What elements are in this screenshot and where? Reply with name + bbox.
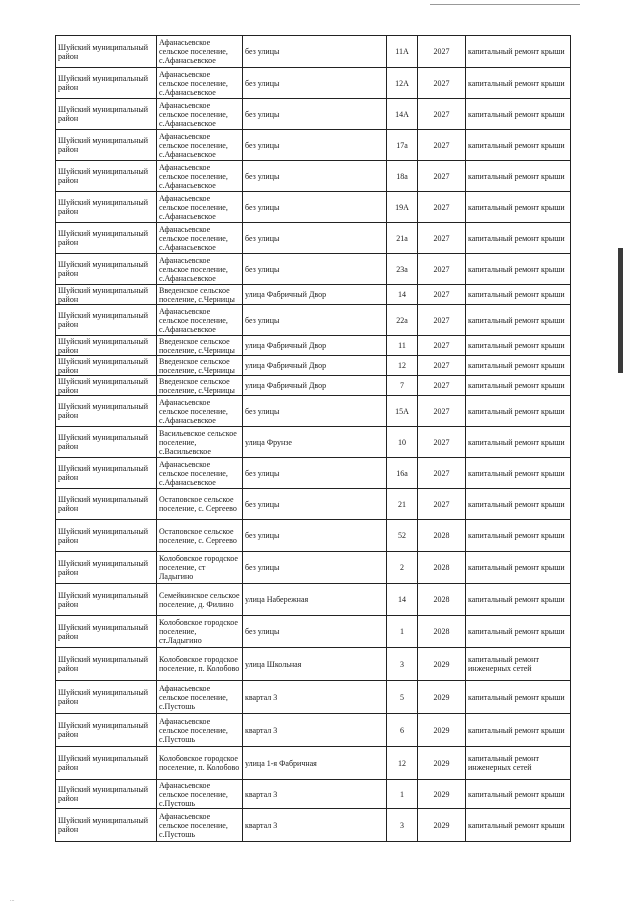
settlement-cell: Введенское сельское поселение, с.Черницы (157, 285, 243, 305)
year-cell: 2027 (418, 36, 466, 68)
street-cell: без улицы (243, 520, 387, 552)
settlement-cell: Афанасьевское сельское поселение, с.Афанасьевское (157, 130, 243, 161)
year-cell: 2027 (418, 427, 466, 458)
settlement-cell: Афанасьевское сельское поселение, с.Афанасьевское (157, 36, 243, 68)
work-type-cell: капитальный ремонт крыши (466, 99, 571, 130)
table-row (56, 223, 571, 254)
year-cell: 2027 (418, 376, 466, 396)
work-type-cell: капитальный ремонт крыши (466, 584, 571, 616)
work-type-cell: капитальный ремонт крыши (466, 192, 571, 223)
table-row (56, 809, 571, 842)
settlement-cell: Афанасьевское сельское поселение, с.Пустошь (157, 780, 243, 809)
house-number-cell: 10 (387, 427, 418, 458)
year-cell: 2028 (418, 552, 466, 584)
year-cell: 2028 (418, 616, 466, 648)
district-cell: Шуйский муниципальный район (56, 780, 157, 809)
settlement-cell: Афанасьевское сельское поселение, с.Пустошь (157, 714, 243, 747)
year-cell: 2028 (418, 584, 466, 616)
repair-schedule-table (55, 35, 571, 842)
settlement-cell: Афанасьевское сельское поселение, с.Афанасьевское (157, 68, 243, 99)
table-row (56, 427, 571, 458)
work-type-cell: капитальный ремонт крыши (466, 356, 571, 376)
house-number-cell: 7 (387, 376, 418, 396)
work-type-cell: капитальный ремонт крыши (466, 223, 571, 254)
year-cell: 2029 (418, 648, 466, 681)
street-cell: без улицы (243, 396, 387, 427)
district-cell: Шуйский муниципальный район (56, 130, 157, 161)
settlement-cell: Введенское сельское поселение, с.Черницы (157, 336, 243, 356)
table-row (56, 714, 571, 747)
district-cell: Шуйский муниципальный район (56, 161, 157, 192)
house-number-cell: 11А (387, 36, 418, 68)
district-cell: Шуйский муниципальный район (56, 648, 157, 681)
settlement-cell: Афанасьевское сельское поселение, с.Пустошь (157, 681, 243, 714)
table-row (56, 36, 571, 68)
settlement-cell: Афанасьевское сельское поселение, с.Афанасьевское (157, 305, 243, 336)
house-number-cell: 6 (387, 714, 418, 747)
year-cell: 2027 (418, 223, 466, 254)
street-cell: без улицы (243, 254, 387, 285)
house-number-cell: 23а (387, 254, 418, 285)
house-number-cell: 16а (387, 458, 418, 489)
district-cell: Шуйский муниципальный район (56, 376, 157, 396)
year-cell: 2027 (418, 305, 466, 336)
settlement-cell: Семейкинское сельское поселение, д. Филино (157, 584, 243, 616)
year-cell: 2029 (418, 780, 466, 809)
district-cell: Шуйский муниципальный район (56, 520, 157, 552)
settlement-cell: Афанасьевское сельское поселение, с.Афанасьевское (157, 223, 243, 254)
house-number-cell: 19А (387, 192, 418, 223)
street-cell: улица Школьная (243, 648, 387, 681)
district-cell: Шуйский муниципальный район (56, 552, 157, 584)
district-cell: Шуйский муниципальный район (56, 584, 157, 616)
house-number-cell: 12 (387, 747, 418, 780)
street-cell: без улицы (243, 489, 387, 520)
street-cell: улица Фабричный Двор (243, 356, 387, 376)
scan-line (430, 4, 580, 5)
district-cell: Шуйский муниципальный район (56, 99, 157, 130)
year-cell: 2027 (418, 356, 466, 376)
house-number-cell: 12 (387, 356, 418, 376)
street-cell: улица Набережная (243, 584, 387, 616)
year-cell: 2029 (418, 747, 466, 780)
table-row (56, 254, 571, 285)
district-cell: Шуйский муниципальный район (56, 616, 157, 648)
work-type-cell: капитальный ремонт крыши (466, 520, 571, 552)
settlement-cell: Афанасьевское сельское поселение, с.Пустошь (157, 809, 243, 842)
table-row (56, 336, 571, 356)
year-cell: 2027 (418, 68, 466, 99)
work-type-cell: капитальный ремонт крыши (466, 780, 571, 809)
work-type-cell: капитальный ремонт инженерных сетей (466, 747, 571, 780)
district-cell: Шуйский муниципальный район (56, 223, 157, 254)
settlement-cell: Остаповское сельское поселение, с. Сергеево (157, 520, 243, 552)
district-cell: Шуйский муниципальный район (56, 714, 157, 747)
year-cell: 2027 (418, 130, 466, 161)
district-cell: Шуйский муниципальный район (56, 68, 157, 99)
district-cell: Шуйский муниципальный район (56, 336, 157, 356)
year-cell: 2027 (418, 458, 466, 489)
settlement-cell: Афанасьевское сельское поселение, с.Афанасьевское (157, 161, 243, 192)
district-cell: Шуйский муниципальный район (56, 192, 157, 223)
street-cell: без улицы (243, 552, 387, 584)
table-row (56, 520, 571, 552)
house-number-cell: 14 (387, 584, 418, 616)
house-number-cell: 17а (387, 130, 418, 161)
district-cell: Шуйский муниципальный район (56, 809, 157, 842)
work-type-cell: капитальный ремонт крыши (466, 552, 571, 584)
table-row (56, 161, 571, 192)
table-row (56, 458, 571, 489)
table-row (56, 780, 571, 809)
settlement-cell: Колобовское городское поселение, ст Ладыгино (157, 552, 243, 584)
street-cell: улица Фабричный Двор (243, 336, 387, 356)
work-type-cell: капитальный ремонт крыши (466, 254, 571, 285)
settlement-cell: Остаповское сельское поселение, с. Сергеево (157, 489, 243, 520)
house-number-cell: 21 (387, 489, 418, 520)
settlement-cell: Колобовское городское поселение, п. Колобово (157, 648, 243, 681)
work-type-cell: капитальный ремонт крыши (466, 809, 571, 842)
year-cell: 2027 (418, 254, 466, 285)
house-number-cell: 18а (387, 161, 418, 192)
street-cell: без улицы (243, 305, 387, 336)
settlement-cell: Афанасьевское сельское поселение, с.Афанасьевское (157, 192, 243, 223)
house-number-cell: 1 (387, 616, 418, 648)
table-row (56, 305, 571, 336)
district-cell: Шуйский муниципальный район (56, 356, 157, 376)
district-cell: Шуйский муниципальный район (56, 254, 157, 285)
year-cell: 2028 (418, 520, 466, 552)
table-row (56, 489, 571, 520)
work-type-cell: капитальный ремонт крыши (466, 458, 571, 489)
work-type-cell: капитальный ремонт крыши (466, 681, 571, 714)
table-row (56, 616, 571, 648)
table-row (56, 584, 571, 616)
house-number-cell: 3 (387, 809, 418, 842)
year-cell: 2029 (418, 681, 466, 714)
work-type-cell: капитальный ремонт инженерных сетей (466, 648, 571, 681)
house-number-cell: 15А (387, 396, 418, 427)
district-cell: Шуйский муниципальный район (56, 747, 157, 780)
table-row (56, 192, 571, 223)
work-type-cell: капитальный ремонт крыши (466, 161, 571, 192)
house-number-cell: 14А (387, 99, 418, 130)
work-type-cell: капитальный ремонт крыши (466, 616, 571, 648)
table-row (56, 356, 571, 376)
street-cell: квартал 3 (243, 780, 387, 809)
street-cell: без улицы (243, 223, 387, 254)
district-cell: Шуйский муниципальный район (56, 427, 157, 458)
year-cell: 2027 (418, 192, 466, 223)
settlement-cell: Афанасьевское сельское поселение, с.Афанасьевское (157, 254, 243, 285)
house-number-cell: 12А (387, 68, 418, 99)
year-cell: 2029 (418, 809, 466, 842)
house-number-cell: 52 (387, 520, 418, 552)
house-number-cell: 5 (387, 681, 418, 714)
table-row (56, 285, 571, 305)
work-type-cell: капитальный ремонт крыши (466, 336, 571, 356)
work-type-cell: капитальный ремонт крыши (466, 285, 571, 305)
table-row (56, 68, 571, 99)
house-number-cell: 22а (387, 305, 418, 336)
footer-mark: ... (10, 897, 15, 903)
street-cell: без улицы (243, 68, 387, 99)
street-cell: улица 1-я Фабричная (243, 747, 387, 780)
settlement-cell: Введенское сельское поселение, с.Черницы (157, 376, 243, 396)
district-cell: Шуйский муниципальный район (56, 458, 157, 489)
street-cell: без улицы (243, 99, 387, 130)
house-number-cell: 1 (387, 780, 418, 809)
settlement-cell: Васильевское сельское поселение, с.Васильевское (157, 427, 243, 458)
house-number-cell: 11 (387, 336, 418, 356)
house-number-cell: 21а (387, 223, 418, 254)
work-type-cell: капитальный ремонт крыши (466, 427, 571, 458)
table-row (56, 130, 571, 161)
work-type-cell: капитальный ремонт крыши (466, 489, 571, 520)
settlement-cell: Афанасьевское сельское поселение, с.Афанасьевское (157, 396, 243, 427)
work-type-cell: капитальный ремонт крыши (466, 305, 571, 336)
year-cell: 2027 (418, 336, 466, 356)
district-cell: Шуйский муниципальный район (56, 285, 157, 305)
table-row (56, 396, 571, 427)
street-cell: квартал 3 (243, 681, 387, 714)
table-row (56, 99, 571, 130)
settlement-cell: Колобовское городское поселение, п. Колобово (157, 747, 243, 780)
settlement-cell: Колобовское городское поселение, ст.Ладыгино (157, 616, 243, 648)
district-cell: Шуйский муниципальный район (56, 36, 157, 68)
work-type-cell: капитальный ремонт крыши (466, 68, 571, 99)
work-type-cell: капитальный ремонт крыши (466, 714, 571, 747)
table-row (56, 681, 571, 714)
house-number-cell: 2 (387, 552, 418, 584)
street-cell: без улицы (243, 616, 387, 648)
work-type-cell: капитальный ремонт крыши (466, 130, 571, 161)
district-cell: Шуйский муниципальный район (56, 396, 157, 427)
street-cell: без улицы (243, 458, 387, 489)
settlement-cell: Введенское сельское поселение, с.Черницы (157, 356, 243, 376)
district-cell: Шуйский муниципальный район (56, 489, 157, 520)
street-cell: квартал 3 (243, 714, 387, 747)
year-cell: 2027 (418, 161, 466, 192)
street-cell: без улицы (243, 36, 387, 68)
table-row (56, 552, 571, 584)
year-cell: 2027 (418, 99, 466, 130)
work-type-cell: капитальный ремонт крыши (466, 396, 571, 427)
settlement-cell: Афанасьевское сельское поселение, с.Афанасьевское (157, 99, 243, 130)
street-cell: улица Фабричный Двор (243, 376, 387, 396)
settlement-cell: Афанасьевское сельское поселение, с.Афанасьевское (157, 458, 243, 489)
work-type-cell: капитальный ремонт крыши (466, 376, 571, 396)
year-cell: 2029 (418, 714, 466, 747)
house-number-cell: 3 (387, 648, 418, 681)
district-cell: Шуйский муниципальный район (56, 681, 157, 714)
year-cell: 2027 (418, 285, 466, 305)
street-cell: улица Фабричный Двор (243, 285, 387, 305)
street-cell: без улицы (243, 192, 387, 223)
table-row (56, 648, 571, 681)
street-cell: улица Фрунзе (243, 427, 387, 458)
street-cell: без улицы (243, 130, 387, 161)
scan-edge-mark (618, 248, 623, 373)
district-cell: Шуйский муниципальный район (56, 305, 157, 336)
house-number-cell: 14 (387, 285, 418, 305)
year-cell: 2027 (418, 489, 466, 520)
year-cell: 2027 (418, 396, 466, 427)
street-cell: квартал 3 (243, 809, 387, 842)
table-row (56, 376, 571, 396)
work-type-cell: капитальный ремонт крыши (466, 36, 571, 68)
table-row (56, 747, 571, 780)
street-cell: без улицы (243, 161, 387, 192)
